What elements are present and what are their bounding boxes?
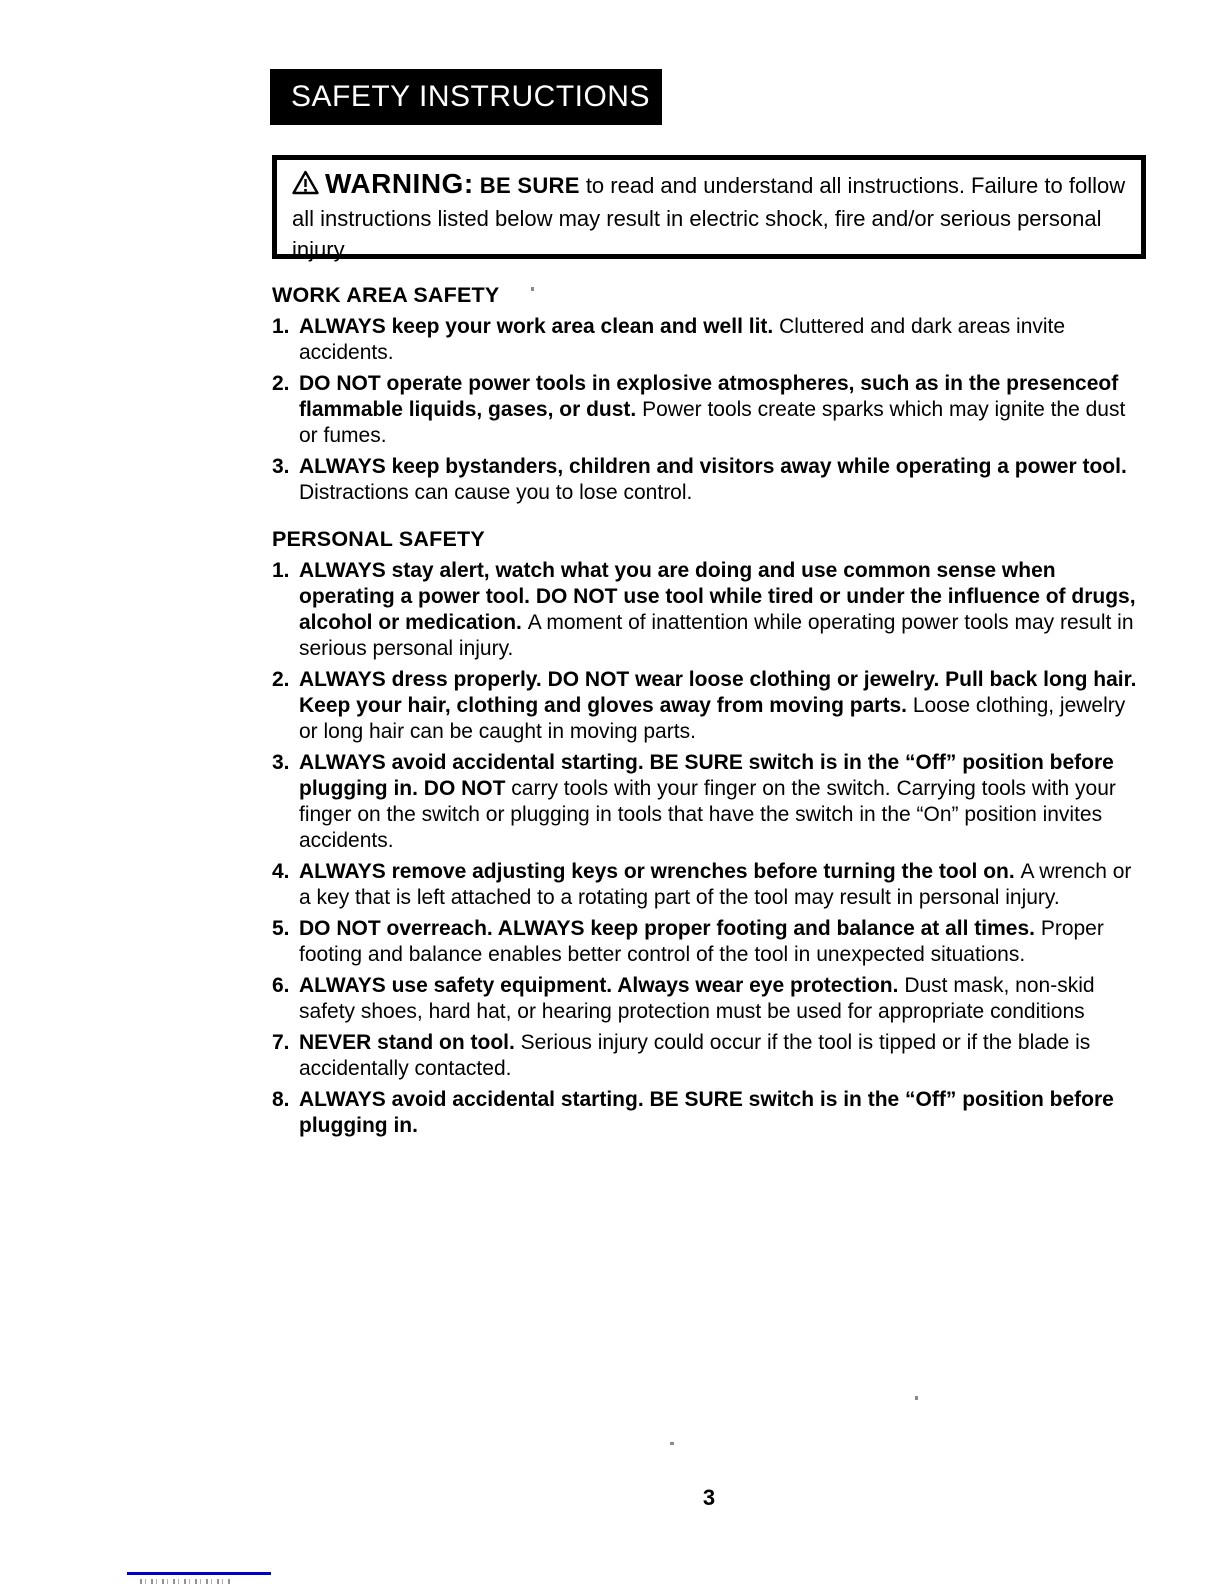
list-item	[272, 916, 1146, 968]
list-item	[272, 1087, 1146, 1139]
list-item	[272, 371, 1146, 449]
list-item-number: 3.	[272, 455, 290, 478]
list-item-number: 2.	[272, 668, 290, 691]
list-item	[272, 859, 1146, 911]
warning-label: WARNING:	[325, 168, 474, 199]
list-item	[272, 750, 1146, 854]
list-item-bold-text: ALWAYS use safety equipment. Always wear eye protection.	[299, 974, 905, 997]
list-item-number: 4.	[272, 860, 290, 883]
list-item-regular-text: Serious injury could occur if the tool is tipped or if the blade is accidentally contacted.	[299, 1031, 1091, 1080]
list-item-bold-text: ALWAYS avoid accidental starting. BE SURE switch is in the “Off” position before plugging in.	[299, 1088, 1114, 1137]
list-item-number: 5.	[272, 917, 290, 940]
scan-speck	[531, 287, 534, 291]
list-item-regular-text: A wrench or a key that is left attached to a rotating part of the tool may result in personal injury.	[299, 860, 1132, 909]
list-item-bold-text: ALWAYS stay alert, watch what you are doing and use common sense when operating a power tool. DO NOT use tool while tired or under the influence of drugs, alcohol or medication.	[299, 559, 1136, 634]
list-item-number: 8.	[272, 1088, 290, 1111]
list-item-bold-text: DO NOT overreach. ALWAYS keep proper footing and balance at all times.	[299, 917, 1041, 940]
warning-triangle-icon	[292, 170, 319, 203]
list-item-number: 1.	[272, 315, 290, 338]
list-item-bold-text: ALWAYS avoid accidental starting. BE SURE switch is in the “Off” position before plugging in. DO NOT	[299, 751, 1114, 800]
list-item	[272, 558, 1146, 662]
section-heading: PERSONAL SAFETY	[272, 527, 485, 551]
list-item-regular-text: Loose clothing, jewelry or long hair can be caught in moving parts.	[299, 694, 1126, 743]
list-item-bold-text: NEVER stand on tool.	[299, 1031, 521, 1054]
list-item-regular-text: Distractions can cause you to lose control.	[299, 481, 693, 504]
list-item-regular-text: carry tools with your finger on the switch. Carrying tools with your finger on the switch or plugging in tools that have the switch in the “On” position invites accidents.	[299, 777, 1116, 852]
list-item-number: 6.	[272, 974, 290, 997]
footer-rule	[127, 1572, 271, 1575]
list-item-number: 3.	[272, 751, 290, 774]
warning-emphasis: BE SURE	[479, 173, 580, 198]
section-heading: WORK AREA SAFETY	[272, 283, 500, 307]
list-item-number: 2.	[272, 372, 290, 395]
section	[272, 282, 1146, 506]
list-item-bold-text: ALWAYS dress properly. DO NOT wear loose clothing or jewelry. Pull back long hair. Keep your hair, clothing and gloves away from moving parts.	[299, 668, 1137, 717]
footer-text-fragment-cutoff	[140, 1579, 232, 1584]
list-item	[272, 973, 1146, 1025]
list-item	[272, 454, 1146, 506]
list-item-regular-text: Proper footing and balance enables better control of the tool in unexpected situations.	[299, 917, 1104, 966]
list-item-regular-text: Power tools create sparks which may ignite the dust or fumes.	[299, 398, 1126, 447]
list-item-number: 7.	[272, 1031, 290, 1054]
list-item-regular-text: A moment of inattention while operating power tools may result in serious personal injury.	[299, 611, 1134, 660]
list-item-bold-text: ALWAYS keep bystanders, children and visitors away while operating a power tool.	[299, 455, 1127, 478]
list-item-number: 1.	[272, 559, 290, 582]
page-title: SAFETY INSTRUCTIONS	[291, 80, 650, 113]
list-item-bold-text: ALWAYS keep your work area clean and well lit.	[299, 315, 780, 338]
warning-text: to read and understand all instructions. Failure to follow all instructions listed below may result in electric shock, fire and/or serious personal injury.	[292, 173, 1126, 262]
list-item	[272, 667, 1146, 745]
list-item-bold-text: DO NOT operate power tools in explosive atmospheres, such as in the presenceof flammable liquids, gases, or dust.	[299, 372, 1119, 421]
scan-speck	[915, 1396, 918, 1400]
section	[272, 526, 1146, 1139]
list-item-regular-text: Dust mask, non-skid safety shoes, hard hat, or hearing protection must be used for appropriate conditions	[299, 974, 1095, 1023]
sections	[272, 282, 1146, 1144]
warning-box	[272, 155, 1146, 262]
page-title-banner	[270, 69, 662, 125]
list-item-regular-text: Cluttered and dark areas invite accidents.	[299, 315, 1066, 364]
list-item-bold-text: ALWAYS remove adjusting keys or wrenches before turning the tool on.	[299, 860, 1021, 883]
list-item	[272, 314, 1146, 366]
list-item	[272, 1030, 1146, 1082]
page-number: 3	[702, 1485, 716, 1510]
scan-speck	[670, 1442, 674, 1445]
